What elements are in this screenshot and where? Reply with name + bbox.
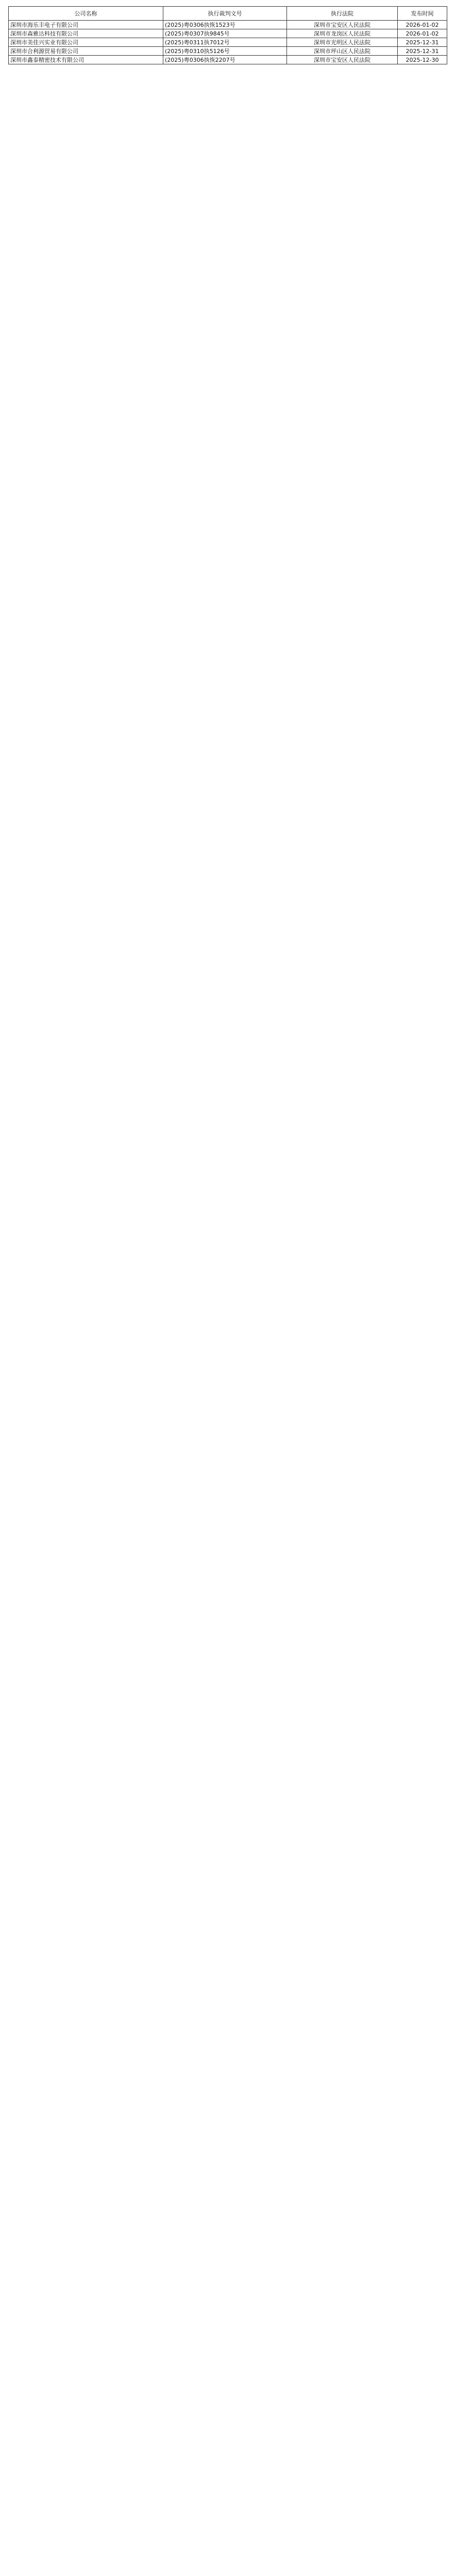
date-cell: 2025-12-31 bbox=[398, 47, 447, 56]
case-number-cell: (2025)粤0307执9845号 bbox=[163, 29, 287, 38]
case-number-cell: (2025)粤0310执5126号 bbox=[163, 47, 287, 56]
header-company: 公司名称 bbox=[9, 7, 163, 21]
company-name-cell: 深圳市鑫泰精密技术有限公司 bbox=[9, 56, 163, 64]
court-cell: 深圳市坪山区人民法院 bbox=[287, 47, 398, 56]
table-body bbox=[9, 21, 447, 64]
report-sheet bbox=[8, 6, 447, 64]
judgment-table bbox=[8, 6, 447, 64]
header-date: 发布时间 bbox=[398, 7, 447, 21]
company-name-cell: 深圳市美佳兴实业有限公司 bbox=[9, 38, 163, 47]
header-case-number: 执行裁判文号 bbox=[163, 7, 287, 21]
case-number-cell: (2025)粤0306执恢1523号 bbox=[163, 21, 287, 29]
company-name-cell: 深圳市合利源贸易有限公司 bbox=[9, 47, 163, 56]
header-court: 执行法院 bbox=[287, 7, 398, 21]
date-cell: 2026-01-02 bbox=[398, 29, 447, 38]
company-name-cell: 深圳市海乐丰电子有限公司 bbox=[9, 21, 163, 29]
table-row bbox=[9, 56, 447, 64]
table-row bbox=[9, 47, 447, 56]
case-number-cell: (2025)粤0306执恢2207号 bbox=[163, 56, 287, 64]
table-row bbox=[9, 21, 447, 29]
table-row bbox=[9, 29, 447, 38]
court-cell: 深圳市宝安区人民法院 bbox=[287, 56, 398, 64]
date-cell: 2025-12-31 bbox=[398, 38, 447, 47]
case-number-cell: (2025)粤0311执7012号 bbox=[163, 38, 287, 47]
date-cell: 2026-01-02 bbox=[398, 21, 447, 29]
table-row bbox=[9, 38, 447, 47]
court-cell: 深圳市龙岗区人民法院 bbox=[287, 29, 398, 38]
court-cell: 深圳市光明区人民法院 bbox=[287, 38, 398, 47]
date-cell: 2025-12-30 bbox=[398, 56, 447, 64]
company-name-cell: 深圳市森雅达科技有限公司 bbox=[9, 29, 163, 38]
table-header-row bbox=[9, 7, 447, 21]
court-cell: 深圳市宝安区人民法院 bbox=[287, 21, 398, 29]
